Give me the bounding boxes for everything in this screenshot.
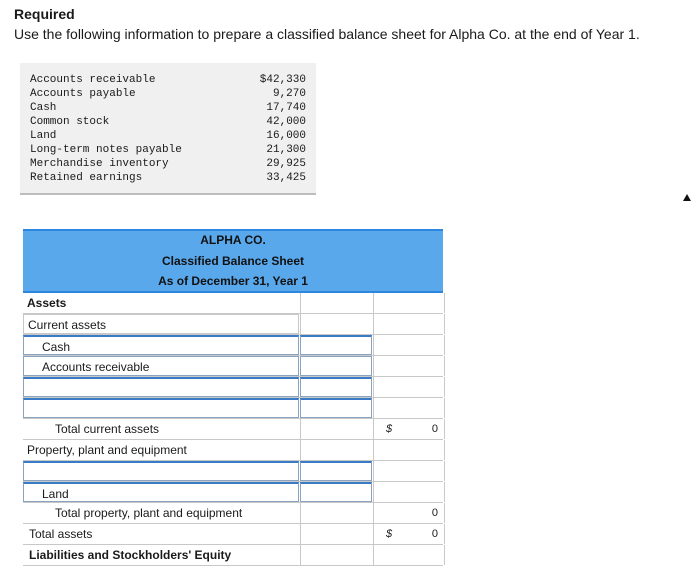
cash-label-field[interactable]: Cash — [23, 335, 299, 355]
sheet-header — [23, 229, 443, 293]
given-label: Land — [30, 130, 57, 142]
given-label: Merchandise inventory — [30, 158, 169, 170]
given-data-box — [20, 63, 316, 195]
empty-cell — [373, 545, 445, 565]
blank-amount-input[interactable] — [300, 461, 372, 481]
table-row — [23, 398, 443, 419]
table-row — [23, 461, 443, 482]
given-row — [20, 143, 316, 157]
blank-label-field[interactable] — [23, 461, 299, 481]
empty-cell — [373, 356, 445, 376]
given-row — [20, 129, 316, 143]
given-amount: 21,300 — [266, 144, 306, 156]
empty-cell — [300, 293, 373, 313]
ppe-heading: Property, plant and equipment — [27, 443, 187, 457]
given-row — [20, 87, 316, 101]
accounts-receivable-amount-input[interactable] — [300, 356, 372, 376]
liabilities-equity-heading: Liabilities and Stockholders' Equity — [29, 548, 232, 562]
sheet-date: As of December 31, Year 1 — [158, 274, 308, 288]
blank-label-field[interactable] — [23, 377, 299, 397]
table-row — [23, 314, 443, 335]
dollar-sign: $ — [386, 528, 393, 540]
empty-cell — [373, 440, 445, 460]
accounts-receivable-label-field[interactable]: Accounts receivable — [23, 356, 299, 376]
table-row — [23, 524, 443, 545]
total-current-assets-label: Total current assets — [55, 422, 160, 436]
given-amount: 42,000 — [266, 116, 306, 128]
total-ppe-cell — [373, 503, 445, 523]
empty-cell — [300, 440, 373, 460]
land-amount-input[interactable] — [300, 482, 372, 502]
instructions: Use the following information to prepare a classified balance sheet for Alpha Co. at the end of Year 1. — [14, 26, 640, 42]
cash-amount-input[interactable] — [300, 335, 372, 355]
given-amount: $42,330 — [259, 74, 306, 86]
blank-amount-input[interactable] — [300, 398, 372, 418]
table-row — [23, 377, 443, 398]
given-row — [20, 73, 316, 87]
empty-cell — [373, 314, 445, 334]
empty-cell — [300, 524, 373, 544]
given-label: Retained earnings — [30, 172, 143, 184]
table-row — [23, 335, 443, 356]
dollar-sign: $ — [386, 423, 393, 435]
total-current-assets-value: 0 — [431, 423, 438, 435]
company-name: ALPHA CO. — [200, 233, 266, 247]
table-row — [23, 419, 443, 440]
empty-cell — [300, 545, 373, 565]
land-label-field[interactable]: Land — [23, 482, 299, 502]
total-assets-cell — [373, 524, 445, 544]
balance-sheet-form — [23, 229, 443, 566]
given-label: Accounts receivable — [30, 74, 156, 86]
table-row — [23, 545, 443, 566]
total-ppe-label: Total property, plant and equipment — [55, 506, 243, 520]
given-amount: 9,270 — [272, 88, 306, 100]
heading: Required — [14, 6, 75, 22]
empty-cell — [373, 398, 445, 418]
current-assets-label[interactable]: Current assets — [23, 314, 299, 334]
mouse-cursor-icon — [683, 194, 691, 201]
table-row — [23, 293, 443, 314]
blank-amount-input[interactable] — [300, 377, 372, 397]
given-label: Cash — [30, 102, 57, 114]
given-row — [20, 101, 316, 115]
empty-cell — [373, 482, 445, 502]
given-label: Accounts payable — [30, 88, 136, 100]
empty-cell — [373, 335, 445, 355]
total-ppe-value: 0 — [431, 507, 438, 519]
table-row — [23, 440, 443, 461]
blank-label-field[interactable] — [23, 398, 299, 418]
empty-cell — [300, 419, 373, 439]
given-amount: 33,425 — [266, 172, 306, 184]
given-amount: 17,740 — [266, 102, 306, 114]
given-row — [20, 171, 316, 185]
given-label: Long-term notes payable — [30, 144, 182, 156]
table-row — [23, 503, 443, 524]
empty-cell — [373, 377, 445, 397]
table-row — [23, 482, 443, 503]
empty-cell — [373, 461, 445, 481]
given-amount: 16,000 — [266, 130, 306, 142]
given-row — [20, 157, 316, 171]
total-assets-label: Total assets — [29, 527, 93, 541]
total-current-assets-cell — [373, 419, 445, 439]
total-assets-value: 0 — [431, 528, 438, 540]
given-label: Common stock — [30, 116, 110, 128]
empty-cell — [300, 314, 373, 334]
empty-cell — [300, 503, 373, 523]
sheet-title: Classified Balance Sheet — [161, 254, 305, 268]
given-row — [20, 115, 316, 129]
given-amount: 29,925 — [266, 158, 306, 170]
empty-cell — [373, 293, 445, 313]
assets-heading: Assets — [27, 296, 67, 310]
table-row — [23, 356, 443, 377]
